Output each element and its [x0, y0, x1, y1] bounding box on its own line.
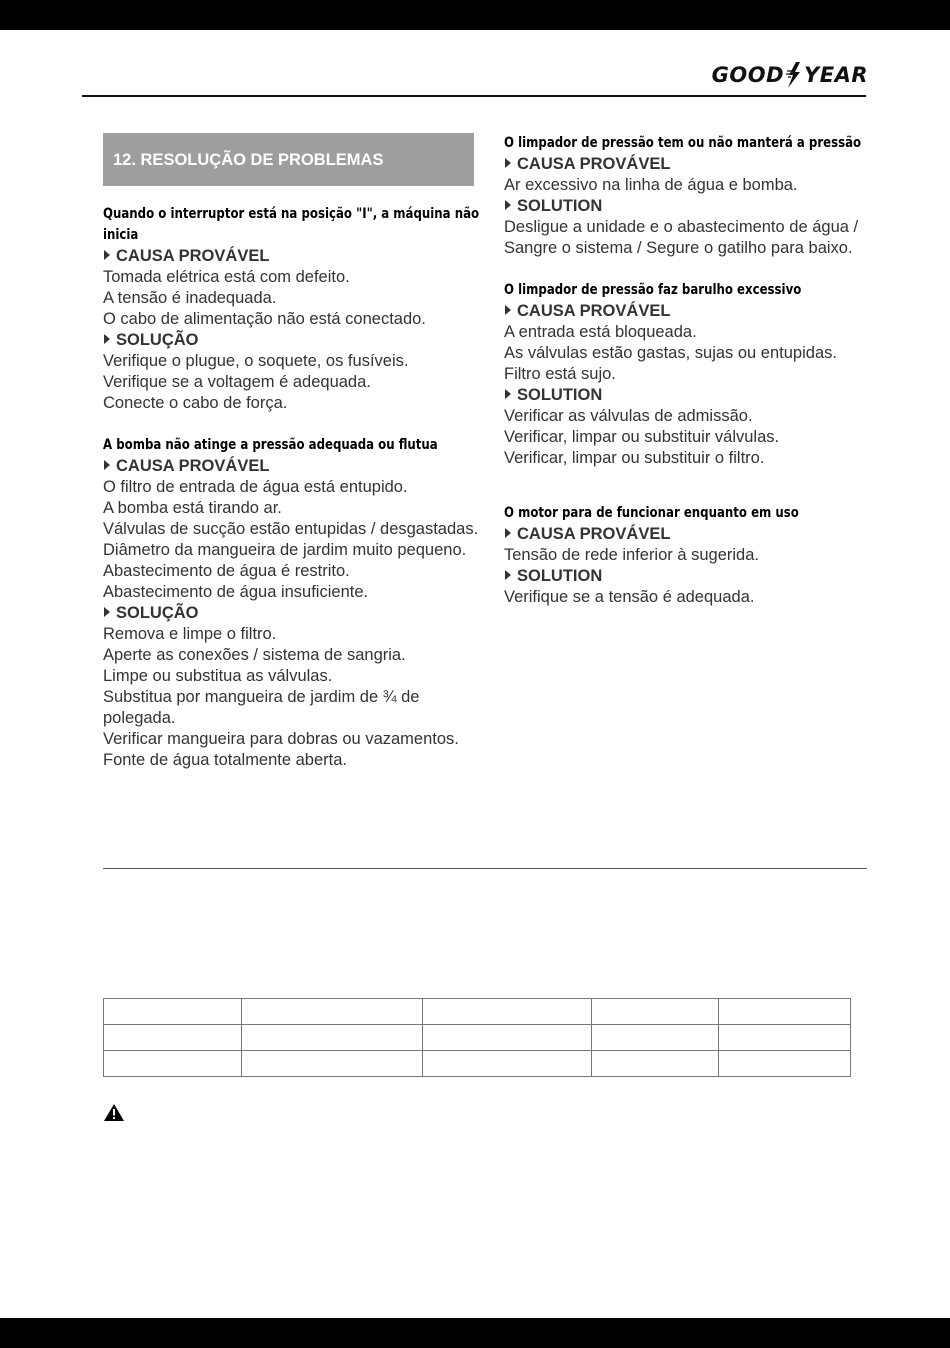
bullet-triangle-icon — [505, 570, 511, 580]
solution-line: Fonte de água totalmente aberta. — [103, 751, 348, 769]
logo-text-right: YEAR — [804, 63, 868, 87]
cause-line: A entrada está bloqueada. — [504, 323, 697, 341]
spec-table — [103, 998, 851, 1077]
solution-label: SOLUTION — [517, 197, 603, 215]
table-row — [104, 999, 851, 1025]
bullet-triangle-icon — [505, 389, 511, 399]
solution-line: Verifique o plugue, o soquete, os fusíveis. — [103, 352, 409, 370]
bottom-bar — [0, 1318, 950, 1348]
top-bar — [0, 0, 950, 30]
solution-heading — [504, 196, 884, 217]
table-cell — [104, 999, 242, 1025]
table-cell — [719, 1025, 851, 1051]
table-cell — [719, 1051, 851, 1077]
cause-line: Ar excessivo na linha de água e bomba. — [504, 176, 798, 194]
solution-line: Aperte as conexões / sistema de sangria. — [103, 646, 406, 664]
solution-line: Substitua por mangueira de jardim de ¾ de polegada. — [103, 688, 420, 727]
table-cell — [104, 1051, 242, 1077]
solution-heading — [504, 385, 884, 406]
cause-line: O cabo de alimentação não está conectado. — [103, 310, 426, 328]
cause-line: Diâmetro da mangueira de jardim muito pequeno. — [103, 541, 467, 559]
cause-heading — [103, 456, 483, 477]
left-column — [103, 133, 483, 771]
bullet-triangle-icon — [104, 607, 110, 617]
solution-line: Desligue a unidade e o abastecimento de água / Sangre o sistema / Segure o gatilho para baixo. — [504, 218, 859, 257]
solution-label: SOLUÇÃO — [116, 604, 199, 622]
problem-title: A bomba não atinge a pressão adequada ou flutua — [103, 437, 438, 453]
section-title: 12. RESOLUÇÃO DE PROBLEMAS — [103, 133, 474, 186]
bullet-triangle-icon — [104, 334, 110, 344]
warning-triangle-icon — [103, 1103, 125, 1127]
solution-line: Conecte o cabo de força. — [103, 394, 288, 412]
cause-line: Abastecimento de água é restrito. — [103, 562, 350, 580]
cause-line: A bomba está tirando ar. — [103, 499, 282, 517]
table-cell — [104, 1025, 242, 1051]
cause-heading — [103, 246, 483, 267]
table-cell — [242, 1025, 423, 1051]
problem-block — [504, 133, 884, 259]
solution-line: Verificar, limpar ou substituir válvulas. — [504, 428, 780, 446]
problem-title: O limpador de pressão faz barulho excessivo — [504, 282, 802, 298]
solution-line: Verificar, limpar ou substituir o filtro. — [504, 449, 765, 467]
goodyear-logo — [712, 62, 868, 88]
table-cell — [423, 1025, 592, 1051]
bullet-triangle-icon — [505, 528, 511, 538]
problem-title: O limpador de pressão tem ou não manterá a pressão — [504, 135, 862, 151]
cause-line: Tensão de rede inferior à sugerida. — [504, 546, 759, 564]
cause-label: CAUSA PROVÁVEL — [517, 155, 671, 173]
left-blocks — [103, 204, 483, 771]
table-cell — [242, 1051, 423, 1077]
cause-line: A tensão é inadequada. — [103, 289, 277, 307]
solution-line: Verificar mangueira para dobras ou vazamentos. — [103, 730, 459, 748]
solution-line: Verificar as válvulas de admissão. — [504, 407, 753, 425]
right-column — [504, 133, 884, 608]
cause-line: Válvulas de sucção estão entupidas / desgastadas. — [103, 520, 479, 538]
cause-line: As válvulas estão gastas, sujas ou entupidas. — [504, 344, 837, 362]
solution-label: SOLUTION — [517, 567, 603, 585]
problem-block — [504, 503, 884, 608]
solution-heading — [103, 603, 483, 624]
solution-line: Verifique se a tensão é adequada. — [504, 588, 755, 606]
cause-label: CAUSA PROVÁVEL — [116, 247, 270, 265]
right-blocks — [504, 133, 884, 608]
solution-heading — [504, 566, 884, 587]
table-cell — [592, 1051, 719, 1077]
solution-label: SOLUTION — [517, 386, 603, 404]
cause-label: CAUSA PROVÁVEL — [517, 302, 671, 320]
bullet-triangle-icon — [505, 305, 511, 315]
cause-line: O filtro de entrada de água está entupido. — [103, 478, 408, 496]
solution-label: SOLUÇÃO — [116, 331, 199, 349]
cause-line: Filtro está sujo. — [504, 365, 616, 383]
cause-heading — [504, 524, 884, 545]
bullet-triangle-icon — [505, 200, 511, 210]
problem-block — [103, 435, 483, 771]
logo-text-left: GOOD — [711, 63, 785, 87]
bullet-triangle-icon — [104, 460, 110, 470]
solution-line: Limpe ou substitua as válvulas. — [103, 667, 333, 685]
header-rule — [82, 95, 866, 97]
table-cell — [423, 1051, 592, 1077]
solution-heading — [103, 330, 483, 351]
bullet-triangle-icon — [104, 250, 110, 260]
cause-heading — [504, 154, 884, 175]
cause-label: CAUSA PROVÁVEL — [116, 457, 270, 475]
table-row — [104, 1025, 851, 1051]
table-cell — [592, 999, 719, 1025]
table-cell — [592, 1025, 719, 1051]
solution-line: Verifique se a voltagem é adequada. — [103, 373, 371, 391]
bottom-rule — [103, 868, 867, 869]
problem-title: O motor para de funcionar enquanto em uso — [504, 505, 799, 521]
solution-line: Remova e limpe o filtro. — [103, 625, 277, 643]
table-cell — [423, 999, 592, 1025]
cause-label: CAUSA PROVÁVEL — [517, 525, 671, 543]
cause-line: Abastecimento de água insuficiente. — [103, 583, 369, 601]
table-cell — [242, 999, 423, 1025]
problem-title: Quando o interruptor está na posição "I", a máquina não inicia — [103, 206, 480, 243]
problem-block — [103, 204, 483, 414]
problem-block — [504, 280, 884, 469]
cause-line: Tomada elétrica está com defeito. — [103, 268, 350, 286]
cause-heading — [504, 301, 884, 322]
wingfoot-logo-icon — [785, 62, 803, 88]
table-row — [104, 1051, 851, 1077]
bullet-triangle-icon — [505, 158, 511, 168]
table-cell — [719, 999, 851, 1025]
